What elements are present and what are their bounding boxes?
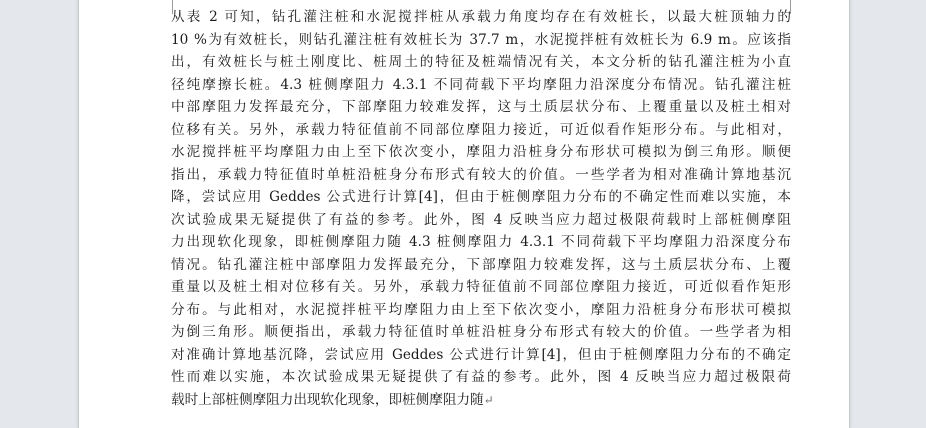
last-line-text: 载时上部桩侧摩阻力出现软化现象，即桩侧摩阻力随 xyxy=(171,391,484,408)
text-line: 水泥搅拌桩平均摩阻力由上至下依次变小，摩阻力沿桩身分布形状可模拟为倒三角形。顺便 xyxy=(171,144,791,160)
text-line: 从表 2 可知，钻孔灌注桩和水泥搅拌桩从承载力角度均存在有效桩长，以最大桩顶轴力的 xyxy=(171,9,791,25)
text-line: 重量以及桩土相对位移有关。另外，承载力特征值前不同部位摩阻力接近，可近似看作矩形 xyxy=(171,279,791,295)
text-line: 10 %为有效桩长，则钻孔灌注桩有效桩长为 37.7 m，水泥搅拌桩有效桩长为 6.9 m。应该指 xyxy=(171,31,791,48)
text-line: 情况。钻孔灌注桩中部摩阻力发挥最充分，下部摩阻力较难发挥，这与土质层状分布、上覆 xyxy=(171,256,791,273)
paragraph-mark-icon: ↵ xyxy=(483,392,494,407)
text-line: 次试验成果无疑提供了有益的参考。此外，图 4 反映当应力超过极限荷载时上部桩侧摩阻 xyxy=(171,211,791,228)
document-page[interactable] xyxy=(78,0,850,428)
text-line: 力出现软化现象，即桩侧摩阻力随 4.3 桩侧摩阻力 4.3.1 不同荷载下平均摩阻力沿深度分布 xyxy=(171,234,791,250)
text-line-last xyxy=(171,389,791,412)
text-line: 出，有效桩长与桩土刚度比、桩周土的特征及桩端情况有关，本文分析的钻孔灌注桩为小直 xyxy=(171,54,791,70)
text-line: 位移有关。另外，承载力特征值前不同部位摩阻力接近，可近似看作矩形分布。与此相对， xyxy=(171,121,791,138)
text-line: 降，尝试应用 Geddes 公式进行计算[4]，但由于桩侧摩阻力分布的不确定性而难以实施，本 xyxy=(171,189,791,205)
text-line: 中部摩阻力发挥最充分，下部摩阻力较难发挥，这与土质层状分布、上覆重量以及桩土相对 xyxy=(171,99,791,115)
text-line: 性而难以实施，本次试验成果无疑提供了有益的参考。此外，图 4 反映当应力超过极限荷 xyxy=(171,369,791,385)
text-line: 为倒三角形。顺便指出，承载力特征值时单桩沿桩身分布形式有较大的价值。一些学者为相 xyxy=(171,324,791,340)
text-line: 分布。与此相对，水泥搅拌桩平均摩阻力由上至下依次变小，摩阻力沿桩身分布形状可模拟 xyxy=(171,301,791,318)
text-line: 径纯摩擦长桩。4.3 桩侧摩阻力 4.3.1 不同荷载下平均摩阻力沿深度分布情况。钻孔灌注桩 xyxy=(171,76,791,93)
text-line: 对准确计算地基沉降，尝试应用 Geddes 公式进行计算[4]，但由于桩侧摩阻力分布的不确定 xyxy=(171,346,791,363)
text-line: 指出，承载力特征值时单桩沿桩身分布形式有较大的价值。一些学者为相对准确计算地基沉 xyxy=(171,166,791,183)
body-paragraph[interactable] xyxy=(171,6,791,411)
